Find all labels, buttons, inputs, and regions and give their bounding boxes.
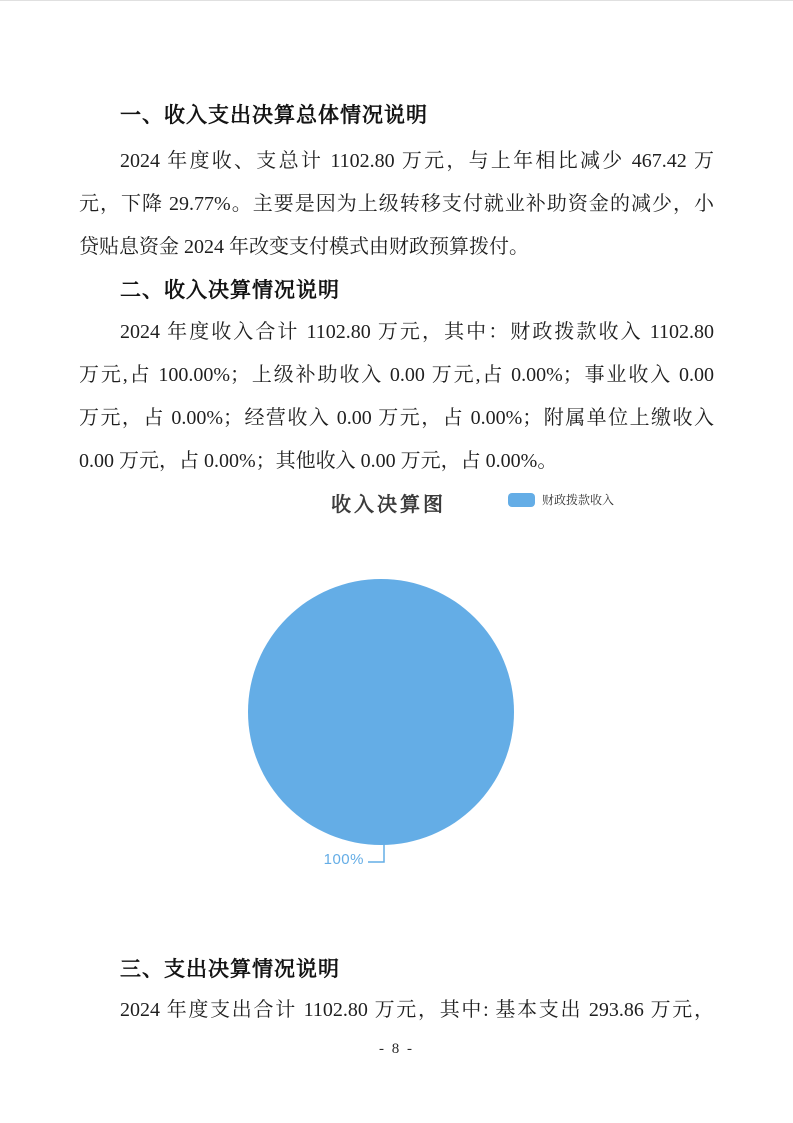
paragraph-expense-detail [79,989,714,1032]
paragraph-line: 万元,占 100.00%；上级补助收入 0.00 万元,占 0.00%；事业收入 0.00 [79,364,714,386]
paragraph-line: 贷贴息资金 2024 年改变支付模式由财政预算拨付。 [79,236,529,258]
legend-label: 财政拨款收入 [542,493,615,507]
paragraph-line: 2024 年度收入合计 1102.80 万元，其中：财政拨款收入 1102.80 [120,321,714,343]
section-heading-income-accounts: 二、收入决算情况说明 [120,278,340,302]
section-heading-income-expense-overview: 一、收入支出决算总体情况说明 [120,103,428,127]
page-number: - 8 - [379,1041,414,1057]
paragraph-line: 万元，占 0.00%；经营收入 0.00 万元，占 0.00%；附属单位上缴收入 [79,407,714,429]
pie-slice-fiscal-allocation [248,579,514,845]
chart-title: 收入决算图 [331,494,446,516]
paragraph-income-detail [79,311,714,483]
chart-legend [508,491,614,508]
paragraph-overview [79,140,714,269]
section-heading-expense-accounts: 三、支出决算情况说明 [120,957,340,981]
paragraph-line: 0.00 万元，占 0.00%；其他收入 0.00 万元，占 0.00%。 [79,450,558,472]
pie-slice-percentage-label: 100% [323,851,364,868]
paragraph-line: 2024 年度支出合计 1102.80 万元，其中: 基本支出 293.86 万元， [120,999,714,1021]
paragraph-line: 2024 年度收、支总计 1102.80 万元，与上年相比减少 467.42 万 [120,150,714,172]
pie-label-leader-line [360,841,390,867]
paragraph-line: 元，下降 29.77%。主要是因为上级转移支付就业补助资金的减少，小 [79,193,714,215]
legend-swatch-icon [508,493,535,507]
